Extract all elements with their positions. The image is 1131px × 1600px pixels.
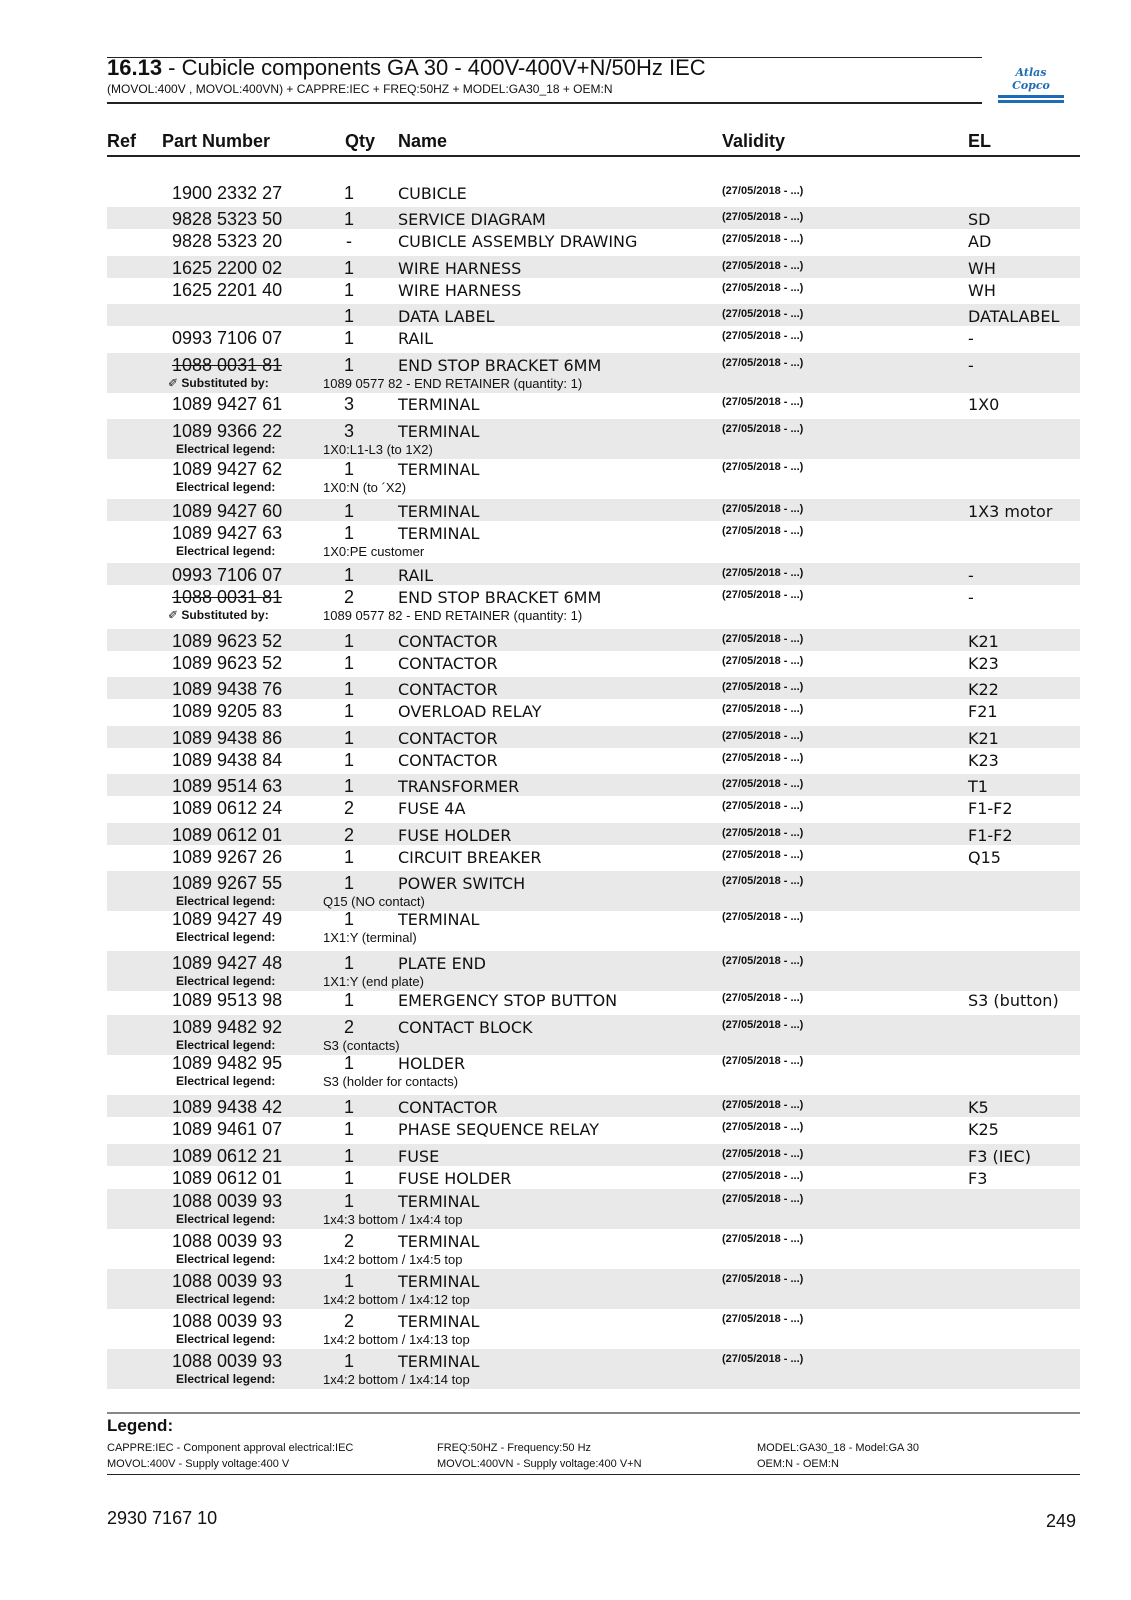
quantity: 1 <box>344 701 355 721</box>
section-number: 16.13 <box>107 55 163 80</box>
electrical-legend-label: Electrical legend: <box>176 974 276 988</box>
validity: (27/05/2018 - ...) <box>722 185 804 197</box>
legend-column-3 <box>757 1440 919 1472</box>
el-code: WH <box>968 259 996 278</box>
el-code: DATALABEL <box>968 307 1060 326</box>
validity: (27/05/2018 - ...) <box>722 1099 804 1111</box>
document-number: 2930 7167 10 <box>107 1508 218 1528</box>
part-name: TERMINAL <box>398 524 480 543</box>
part-number: 1089 9267 55 <box>172 873 283 893</box>
part-number: 1089 9205 83 <box>172 701 283 721</box>
el-code: F1-F2 <box>968 799 1013 818</box>
quantity: 1 <box>344 328 355 348</box>
part-number: 1089 9482 92 <box>172 1017 283 1037</box>
el-code: F3 (IEC) <box>968 1147 1031 1166</box>
substituted-by-label-group <box>168 608 269 622</box>
quantity: 3 <box>344 394 355 414</box>
logo-text: Atlas Copco <box>1012 66 1050 92</box>
part-number: 1089 9438 76 <box>172 679 283 699</box>
quantity: 1 <box>344 355 355 375</box>
part-name: FUSE <box>398 1147 440 1166</box>
el-code: K21 <box>968 632 999 651</box>
validity: (27/05/2018 - ...) <box>722 1121 804 1133</box>
part-number: 1089 9427 63 <box>172 523 283 543</box>
validity: (27/05/2018 - ...) <box>722 503 804 515</box>
validity: (27/05/2018 - ...) <box>722 1170 804 1182</box>
quantity: 1 <box>344 1168 355 1188</box>
part-name: OVERLOAD RELAY <box>398 702 542 721</box>
part-number: 0993 7106 07 <box>172 565 283 585</box>
part-name: END STOP BRACKET 6MM <box>398 588 602 607</box>
el-code: - <box>968 566 974 585</box>
quantity: 1 <box>344 909 355 929</box>
validity: (27/05/2018 - ...) <box>722 211 804 223</box>
el-code: K22 <box>968 680 999 699</box>
validity: (27/05/2018 - ...) <box>722 1055 804 1067</box>
part-number: 1089 9427 60 <box>172 501 283 521</box>
part-name: CIRCUIT BREAKER <box>398 848 542 867</box>
part-number: 1625 2201 40 <box>172 280 283 300</box>
quantity: 2 <box>344 1311 355 1331</box>
part-number: 1089 9461 07 <box>172 1119 283 1139</box>
quantity: 1 <box>344 953 355 973</box>
el-code: K23 <box>968 751 999 770</box>
part-name: WIRE HARNESS <box>398 281 522 300</box>
part-name: TERMINAL <box>398 422 480 441</box>
validity: (27/05/2018 - ...) <box>722 827 804 839</box>
electrical-legend-label: Electrical legend: <box>176 1212 276 1226</box>
part-name: WIRE HARNESS <box>398 259 522 278</box>
validity: (27/05/2018 - ...) <box>722 1148 804 1160</box>
section-title: - Cubicle components GA 30 - 400V-400V+N/50Hz IEC <box>162 55 706 80</box>
legend-bottom-rule <box>107 1474 1080 1475</box>
quantity: 1 <box>344 183 355 203</box>
part-number: 1089 9482 95 <box>172 1053 283 1073</box>
electrical-legend-label: Electrical legend: <box>176 544 276 558</box>
row-shading <box>107 304 1080 326</box>
substituted-by-label-group <box>168 376 269 390</box>
part-number: 1088 0039 93 <box>172 1271 283 1291</box>
quantity: 1 <box>344 990 355 1010</box>
part-number: 1089 9438 84 <box>172 750 283 770</box>
validity: (27/05/2018 - ...) <box>722 396 804 408</box>
part-name: TERMINAL <box>398 1272 480 1291</box>
el-code: K25 <box>968 1120 999 1139</box>
electrical-legend-value: 1X1:Y (terminal) <box>323 930 417 945</box>
validity: (27/05/2018 - ...) <box>722 992 804 1004</box>
validity: (27/05/2018 - ...) <box>722 260 804 272</box>
quantity: 1 <box>344 776 355 796</box>
quantity: 1 <box>344 459 355 479</box>
electrical-legend-label: Electrical legend: <box>176 1292 276 1306</box>
electrical-legend-label: Electrical legend: <box>176 1074 276 1088</box>
part-name: HOLDER <box>398 1054 466 1073</box>
part-number: 1088 0031 81 <box>172 355 283 375</box>
part-name: TERMINAL <box>398 1192 480 1211</box>
part-name: FUSE 4A <box>398 799 466 818</box>
electrical-legend-value: 1x4:2 bottom / 1x4:13 top <box>323 1332 470 1347</box>
part-name: CONTACTOR <box>398 751 498 770</box>
validity: (27/05/2018 - ...) <box>722 1313 804 1325</box>
part-name: TERMINAL <box>398 1352 480 1371</box>
electrical-legend-value: 1x4:3 bottom / 1x4:4 top <box>323 1212 463 1227</box>
col-header-validity: Validity <box>722 131 786 151</box>
part-name: CUBICLE <box>398 184 467 203</box>
validity: (27/05/2018 - ...) <box>722 330 804 342</box>
el-code: T1 <box>968 777 988 796</box>
legend-title: Legend: <box>107 1416 174 1435</box>
electrical-legend-value: S3 (holder for contacts) <box>323 1074 459 1089</box>
electrical-legend-value: Q15 (NO contact) <box>323 894 425 909</box>
electrical-legend-value: 1X1:Y (end plate) <box>323 974 424 989</box>
quantity: 2 <box>344 587 355 607</box>
validity: (27/05/2018 - ...) <box>722 849 804 861</box>
electrical-legend-label: Electrical legend: <box>176 1252 276 1266</box>
part-name: CONTACT BLOCK <box>398 1018 533 1037</box>
electrical-legend-value: S3 (contacts) <box>323 1038 400 1053</box>
quantity: 1 <box>344 679 355 699</box>
quantity: 1 <box>344 847 355 867</box>
col-header-ref: Ref <box>107 131 137 151</box>
el-code: K21 <box>968 729 999 748</box>
validity: (27/05/2018 - ...) <box>722 730 804 742</box>
part-number: 1089 0612 24 <box>172 798 283 818</box>
part-number: 1089 9427 48 <box>172 953 283 973</box>
part-number: 1088 0039 93 <box>172 1311 283 1331</box>
part-number: 1089 9427 61 <box>172 394 283 414</box>
validity: (27/05/2018 - ...) <box>722 633 804 645</box>
col-header-name: Name <box>398 131 448 151</box>
part-name: TERMINAL <box>398 502 480 521</box>
validity: (27/05/2018 - ...) <box>722 423 804 435</box>
col-header-el: EL <box>968 131 992 151</box>
validity: (27/05/2018 - ...) <box>722 589 804 601</box>
el-code: K23 <box>968 654 999 673</box>
part-number: 1089 9427 62 <box>172 459 283 479</box>
validity: (27/05/2018 - ...) <box>722 1193 804 1205</box>
electrical-legend-value: 1x4:2 bottom / 1x4:12 top <box>323 1292 470 1307</box>
part-name: END STOP BRACKET 6MM <box>398 356 602 375</box>
part-name: TERMINAL <box>398 910 480 929</box>
part-name: TERMINAL <box>398 395 480 414</box>
legend-top-rule <box>107 1412 1080 1414</box>
electrical-legend-label: Electrical legend: <box>176 894 276 908</box>
legend-column-2 <box>437 1440 642 1472</box>
part-number: 1088 0031 81 <box>172 587 283 607</box>
quantity: 1 <box>344 280 355 300</box>
substitute-part: 1089 0577 82 - END RETAINER (quantity: 1) <box>323 608 583 623</box>
part-number: 1089 0612 21 <box>172 1146 283 1166</box>
pencil-icon: ✐ <box>168 608 182 622</box>
quantity: 3 <box>344 421 355 441</box>
el-code: 1X0 <box>968 395 1000 414</box>
quantity: 1 <box>344 523 355 543</box>
quantity: 1 <box>344 1146 355 1166</box>
validity: (27/05/2018 - ...) <box>722 525 804 537</box>
legend-entry: OEM:N - OEM:N <box>757 1458 839 1470</box>
quantity: 1 <box>344 306 355 326</box>
el-code: WH <box>968 281 996 300</box>
part-name: PLATE END <box>398 954 486 973</box>
part-number: 1089 9438 42 <box>172 1097 283 1117</box>
electrical-legend-label: Electrical legend: <box>176 442 276 456</box>
part-number: 1089 0612 01 <box>172 825 283 845</box>
legend-entry: MOVOL:400VN - Supply voltage:400 V+N <box>437 1458 642 1470</box>
electrical-legend-value: 1X0:N (to ´X2) <box>323 480 407 495</box>
quantity: 1 <box>344 1097 355 1117</box>
part-number: 1089 9267 26 <box>172 847 283 867</box>
part-name: CONTACTOR <box>398 1098 498 1117</box>
legend-entry: CAPPRE:IEC - Component approval electrical:IEC <box>107 1442 354 1454</box>
quantity: 1 <box>344 1191 355 1211</box>
quantity: 1 <box>344 258 355 278</box>
part-number: 1088 0039 93 <box>172 1351 283 1371</box>
part-number: 1089 9623 52 <box>172 631 283 651</box>
validity: (27/05/2018 - ...) <box>722 1353 804 1365</box>
el-code: S3 (button) <box>968 991 1059 1010</box>
validity: (27/05/2018 - ...) <box>722 1019 804 1031</box>
part-name: CUBICLE ASSEMBLY DRAWING <box>398 232 638 251</box>
part-name: EMERGENCY STOP BUTTON <box>398 991 618 1010</box>
validity: (27/05/2018 - ...) <box>722 752 804 764</box>
part-name: TERMINAL <box>398 1312 480 1331</box>
el-code: Q15 <box>968 848 1001 867</box>
part-name: POWER SWITCH <box>398 874 526 893</box>
part-number: 1089 9513 98 <box>172 990 283 1010</box>
part-name: FUSE HOLDER <box>398 1169 512 1188</box>
part-name: CONTACTOR <box>398 654 498 673</box>
part-name: RAIL <box>398 329 434 348</box>
quantity: 2 <box>344 798 355 818</box>
validity: (27/05/2018 - ...) <box>722 703 804 715</box>
quantity: 2 <box>344 825 355 845</box>
el-code: - <box>968 329 974 348</box>
part-name: TRANSFORMER <box>398 777 520 796</box>
substituted-by-label: Substituted by: <box>181 376 269 390</box>
part-name: SERVICE DIAGRAM <box>398 210 546 229</box>
part-number: 1089 0612 01 <box>172 1168 283 1188</box>
electrical-legend-value: 1x4:2 bottom / 1x4:14 top <box>323 1372 470 1387</box>
el-code: K5 <box>968 1098 989 1117</box>
el-code: F3 <box>968 1169 988 1188</box>
part-number: 0993 7106 07 <box>172 328 283 348</box>
part-number: 1089 9623 52 <box>172 653 283 673</box>
substituted-by-label: Substituted by: <box>181 608 269 622</box>
validity: (27/05/2018 - ...) <box>722 1233 804 1245</box>
validity: (27/05/2018 - ...) <box>722 778 804 790</box>
electrical-legend-value: 1X0:L1-L3 (to 1X2) <box>323 442 433 457</box>
validity: (27/05/2018 - ...) <box>722 681 804 693</box>
quantity: 1 <box>344 728 355 748</box>
el-code: F21 <box>968 702 998 721</box>
quantity: 1 <box>344 209 355 229</box>
el-code: - <box>968 588 974 607</box>
quantity: 1 <box>344 873 355 893</box>
part-number: 1088 0039 93 <box>172 1231 283 1251</box>
validity: (27/05/2018 - ...) <box>722 282 804 294</box>
pencil-icon: ✐ <box>168 376 182 390</box>
quantity: 1 <box>344 750 355 770</box>
quantity: 1 <box>344 1351 355 1371</box>
el-code: F1-F2 <box>968 826 1013 845</box>
legend-entry: MOVOL:400V - Supply voltage:400 V <box>107 1458 290 1470</box>
validity: (27/05/2018 - ...) <box>722 461 804 473</box>
validity: (27/05/2018 - ...) <box>722 357 804 369</box>
quantity: 2 <box>344 1231 355 1251</box>
part-number: 1625 2200 02 <box>172 258 283 278</box>
el-code: SD <box>968 210 991 229</box>
validity: (27/05/2018 - ...) <box>722 655 804 667</box>
part-number: 1089 9366 22 <box>172 421 283 441</box>
part-number: 1089 9514 63 <box>172 776 283 796</box>
part-name: TERMINAL <box>398 1232 480 1251</box>
col-header-part-number: Part Number <box>162 131 271 151</box>
electrical-legend-label: Electrical legend: <box>176 1038 276 1052</box>
part-name: TERMINAL <box>398 460 480 479</box>
electrical-legend-label: Electrical legend: <box>176 480 276 494</box>
part-number: 9828 5323 50 <box>172 209 283 229</box>
part-name: CONTACTOR <box>398 729 498 748</box>
el-code: 1X3 motor <box>968 502 1053 521</box>
el-code: - <box>968 356 974 375</box>
part-name: DATA LABEL <box>398 307 495 326</box>
col-header-qty: Qty <box>345 131 376 151</box>
legend-column-1 <box>107 1440 353 1472</box>
part-number: 9828 5323 20 <box>172 231 283 251</box>
quantity: 1 <box>344 1119 355 1139</box>
substitute-part: 1089 0577 82 - END RETAINER (quantity: 1) <box>323 376 583 391</box>
validity: (27/05/2018 - ...) <box>722 233 804 245</box>
validity: (27/05/2018 - ...) <box>722 308 804 320</box>
electrical-legend-label: Electrical legend: <box>176 1332 276 1346</box>
quantity: 1 <box>344 631 355 651</box>
part-number: 1088 0039 93 <box>172 1191 283 1211</box>
quantity: 1 <box>344 565 355 585</box>
electrical-legend-label: Electrical legend: <box>176 1372 276 1386</box>
validity: (27/05/2018 - ...) <box>722 875 804 887</box>
part-name: CONTACTOR <box>398 680 498 699</box>
electrical-legend-value: 1X0:PE customer <box>323 544 425 559</box>
validity: (27/05/2018 - ...) <box>722 1273 804 1285</box>
page-subtitle: (MOVOL:400V , MOVOL:400VN) + CAPPRE:IEC + FREQ:50HZ + MODEL:GA30_18 + OEM:N <box>107 82 613 96</box>
el-code: AD <box>968 232 992 251</box>
quantity: 1 <box>344 653 355 673</box>
electrical-legend-value: 1x4:2 bottom / 1x4:5 top <box>323 1252 463 1267</box>
legend-entry: FREQ:50HZ - Frequency:50 Hz <box>437 1442 592 1454</box>
quantity: 1 <box>344 1053 355 1073</box>
part-number: 1089 9427 49 <box>172 909 283 929</box>
validity: (27/05/2018 - ...) <box>722 800 804 812</box>
page-number: 249 <box>1046 1511 1077 1531</box>
electrical-legend-label: Electrical legend: <box>176 930 276 944</box>
legend-entry: MODEL:GA30_18 - Model:GA 30 <box>757 1442 920 1454</box>
part-name: CONTACTOR <box>398 632 498 651</box>
validity: (27/05/2018 - ...) <box>722 911 804 923</box>
part-name: FUSE HOLDER <box>398 826 512 845</box>
quantity: 2 <box>344 1017 355 1037</box>
validity: (27/05/2018 - ...) <box>722 955 804 967</box>
part-number: 1900 2332 27 <box>172 183 283 203</box>
part-number: 1089 9438 86 <box>172 728 283 748</box>
quantity: - <box>346 231 352 251</box>
part-name: RAIL <box>398 566 434 585</box>
quantity: 1 <box>344 501 355 521</box>
validity: (27/05/2018 - ...) <box>722 567 804 579</box>
part-name: PHASE SEQUENCE RELAY <box>398 1120 599 1139</box>
quantity: 1 <box>344 1271 355 1291</box>
